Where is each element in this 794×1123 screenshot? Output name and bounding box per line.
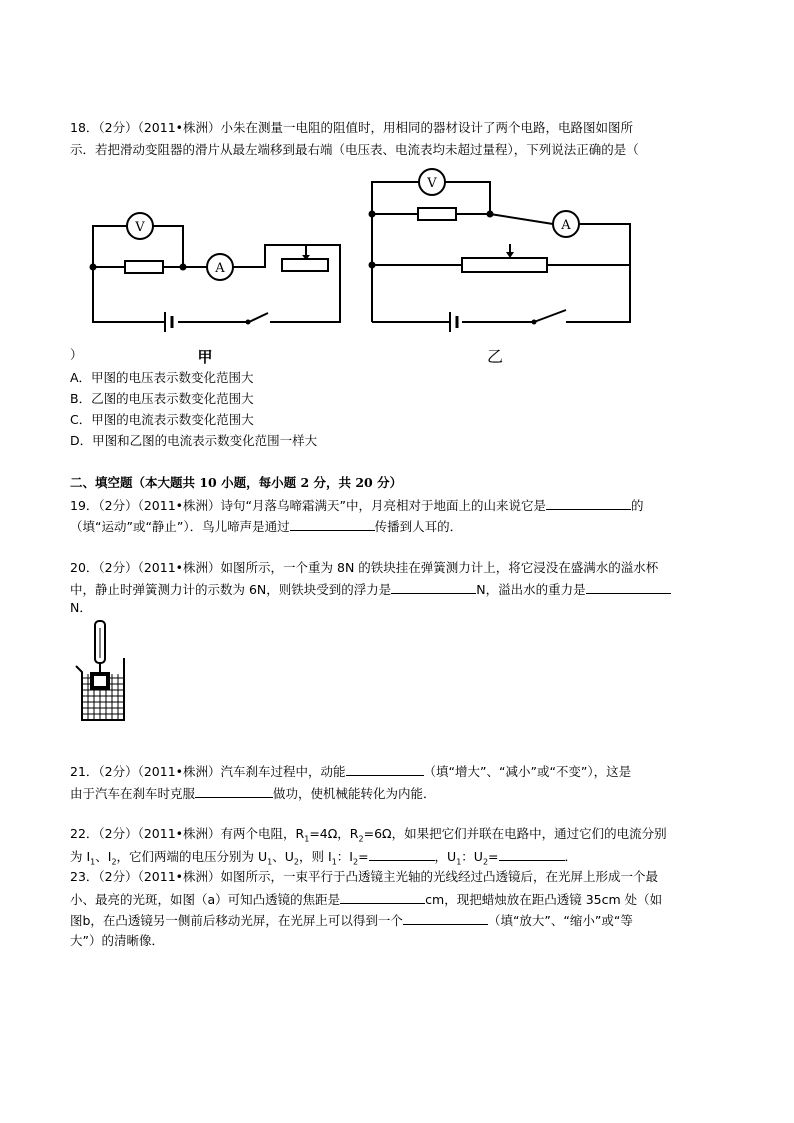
q23-line2: 小、最亮的光斑，如图（a）可知凸透镜的焦距是 cm，现把蜡烛放在距凸透镜 35cm 处（如: [70, 892, 663, 907]
answer-blank[interactable]: [499, 848, 565, 861]
answer-blank[interactable]: [369, 848, 435, 861]
q23-line3: 图b，在凸透镜另一侧前后移动光屏，在光屏上可以得到一个 （填“放大”、“缩小”或“等: [70, 913, 633, 928]
q20-line1: 20．（2分）（2011•株洲）如图所示，一个重为 8N 的铁块挂在弹簧测力计上，将它浸没在盛满水的溢水杯: [70, 560, 659, 575]
q23-line1: 23．（2分）（2011•株洲）如图所示，一束平行于凸透镜主光轴的光线经过凸透镜后，在光屏上形成一个最: [70, 869, 659, 884]
voltmeter-label: V: [427, 176, 437, 191]
q22-line1: 22．（2分）（2011•株洲）有两个电阻，$R_1=4\Omega$，$R_2=6\Omega$，如果把它们并联在电路中，通过它们的电流分别: [70, 826, 667, 844]
fig-jia-label: 甲: [197, 348, 213, 366]
q18-line1: 18．（2分）（2011•株洲）小朱在测量一电阻的阻值时，用相同的器材设计了两个电路，电路图如图所: [70, 120, 634, 135]
voltmeter-label: V: [135, 220, 145, 235]
q22-line2: 为 $I_1$、$I_2$，它们两端的电压分别为 $U_1$、$U_2$，则 $I_1$：$I_2=$ ，$U_1$：$U_2=$ ．: [70, 849, 578, 867]
q18-option-c: C．甲图的电流表示数变化范围大: [70, 412, 254, 427]
ammeter-label: A: [215, 261, 225, 276]
answer-blank[interactable]: [391, 581, 476, 594]
section-title: 二、填空题（本大题共 10 小题，每小题 2 分，共 20 分）: [70, 475, 403, 490]
answer-blank[interactable]: [195, 785, 273, 798]
circuit-diagram-yi: [360, 165, 645, 365]
ammeter-label: A: [561, 218, 571, 233]
fig-yi-label: 乙: [486, 347, 504, 365]
answer-blank[interactable]: [403, 912, 488, 925]
answer-blank[interactable]: [546, 497, 631, 510]
q18-close-paren: ）: [70, 347, 83, 362]
q21-line1: 21．（2分）（2011•株洲）汽车刹车过程中，动能 （填“增大”、“减小”或“不变”），这是: [70, 764, 632, 779]
q18-option-d: D．甲图和乙图的电流表示数变化范围一样大: [70, 433, 318, 448]
q23-line4: 大”）的清晰像．: [70, 933, 164, 948]
answer-blank[interactable]: [346, 763, 424, 776]
q21-line2: 由于汽车在刹车时克服 做功，使机械能转化为内能．: [70, 786, 436, 801]
answer-blank[interactable]: [290, 518, 375, 531]
answer-blank[interactable]: [340, 891, 425, 904]
q20-line2: 中，静止时弹簧测力计的示数为 6N，则铁块受到的浮力是 N，溢出水的重力是: [70, 581, 671, 598]
q20-line3: N．: [70, 600, 92, 615]
answer-blank[interactable]: [586, 581, 671, 594]
circuit-diagram-jia: [80, 200, 360, 370]
q18-option-a: A．甲图的电压表示数变化范围大: [70, 370, 254, 385]
q19-line1: 19．（2分）（2011•株洲）诗句“月落乌啼霜满天”中，月亮相对于地面上的山来说它是 的: [70, 498, 644, 513]
q19-line2: （填“运动”或“静止”）．鸟儿啼声是通过 传播到人耳的．: [70, 519, 463, 534]
q18-option-b: B．乙图的电压表示数变化范围大: [70, 391, 254, 406]
spring-scale-figure: [74, 618, 130, 724]
q18-line2: 示．若把滑动变阻器的滑片从最左端移到最右端（电压表、电流表均未超过量程），下列说法正确的是（: [70, 142, 639, 157]
